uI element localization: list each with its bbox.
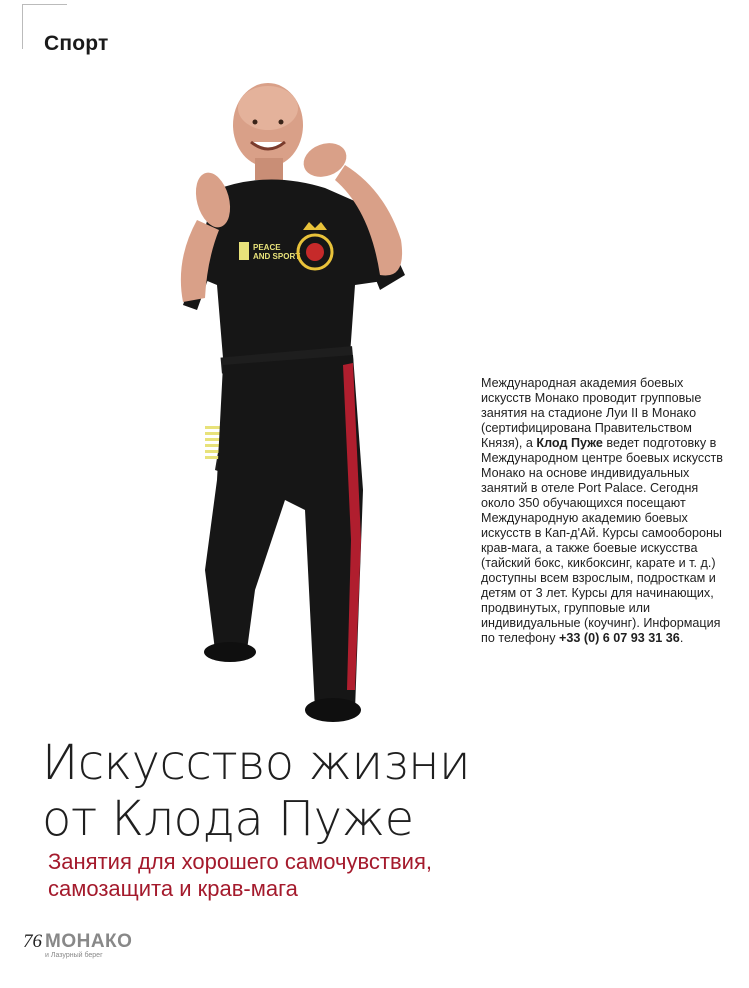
subheadline-line1: Занятия для хорошего самочувствия, (48, 849, 433, 874)
svg-text:AND SPORT: AND SPORT (253, 252, 301, 261)
page-footer (23, 931, 132, 960)
shirt-logo-left: PEACE (253, 243, 281, 252)
section-label: Спорт (44, 32, 109, 55)
magazine-subtitle: и Лазурный берег (45, 952, 103, 959)
instructor-photo (175, 70, 435, 730)
magazine-logo (45, 932, 132, 960)
headline-line2: от Клода Пуже (42, 791, 414, 847)
page-number: 76 (23, 931, 42, 952)
article-body (481, 376, 731, 646)
body-text-part1: Международная академия боевых искусств Монако проводит групповые занятия на стадионе Луи II в Монако (сертифицирована Правительством Князя), а (481, 376, 702, 450)
phone-number: +33 (0) 6 07 93 31 36 (559, 631, 680, 645)
headline-line1: Искусство жизни (42, 735, 471, 791)
body-name: Клод Пуже (536, 436, 603, 450)
subheadline-line2: самозащита и крав-мага (48, 876, 298, 901)
headline (42, 735, 470, 847)
subheadline (48, 848, 432, 902)
body-text-end: . (679, 631, 684, 645)
body-text-part2: ведет подготовку в Международном центре боевых искусств Монако на основе индивидуальных занятий в отеле Port Palace. Сегодня около 350 обучающихся посещают Международную академию боевых искусств в Кап-д'Ай. Курсы самообороны крав-мага, а также боевые искусства (тайский бокс, кикбоксинг, карате и т. д.) доступны всем взрослым, подросткам и детям от 3 лет. Курсы для начинающих, продвинутых, групповые или индивидуальные (коучинг). Информация по телефону (481, 436, 723, 645)
magazine-name: МОНАКО (45, 931, 133, 952)
